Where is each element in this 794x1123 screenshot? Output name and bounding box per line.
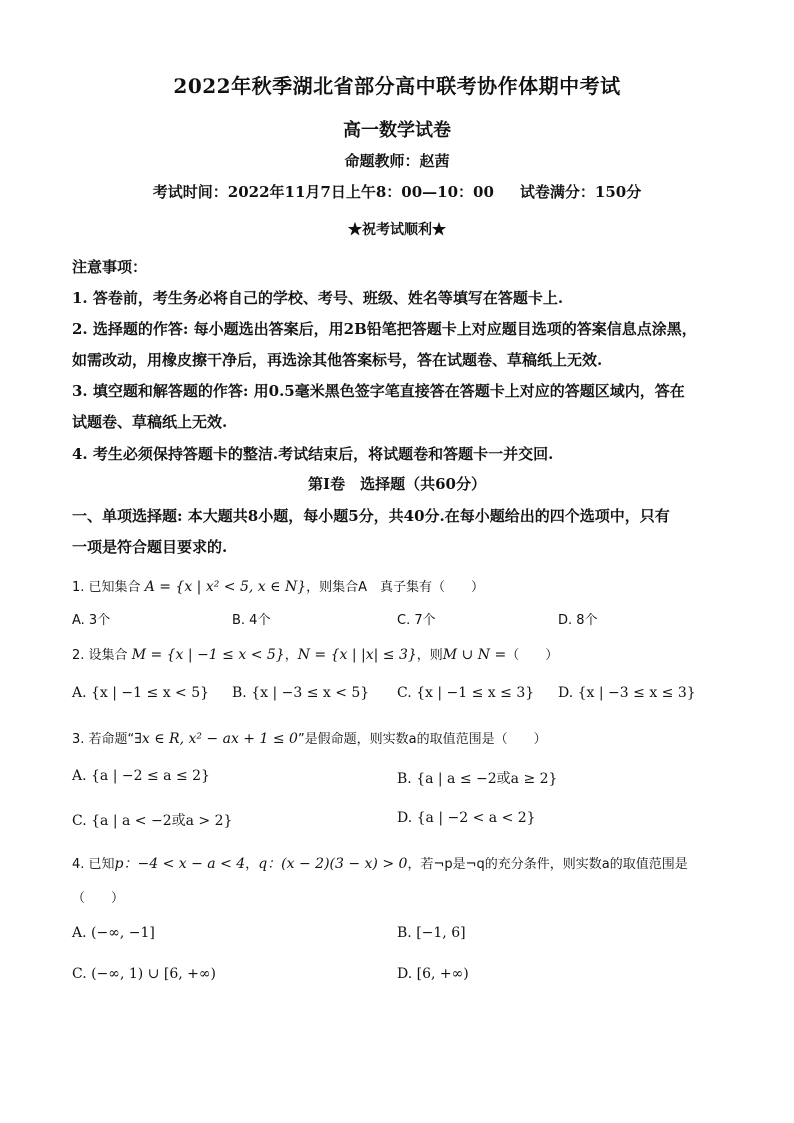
question-2-option-d: D. {x | −3 ≤ x ≤ 3} [558, 685, 696, 701]
question-2-option-c: C. {x | −1 ≤ x ≤ 3} [397, 685, 535, 701]
notice-item-3-cont: 试题卷、草稿纸上无效. [72, 413, 228, 431]
question-3-stem [72, 728, 732, 747]
notice-heading: 注意事项： [72, 258, 148, 276]
blessing-text: ★祝考试顺利★ [348, 222, 446, 238]
question-1-option-c: C. 7个 [397, 613, 436, 628]
notice-item-3: 3. 填空题和解答题的作答: 用0.5毫米黑色签字笔直接答在答题卡上对应的答题区域内，答在 [72, 382, 685, 400]
question-3-math: ∃x ∈ R, x² − ax + 1 ≤ 0 [134, 731, 298, 747]
question-4-math-p: p：−4 < x − a < 4 [114, 856, 246, 872]
question-3-suffix: ”是假命题，则实数a的取值范围是（ ） [297, 732, 547, 747]
exam-time: 考试时间：2022年11月7日上午8：00—10：00 [152, 183, 494, 201]
question-1-math: A = {x | x² < 5, x ∈ N} [144, 579, 307, 595]
question-1-option-d: D. 8个 [558, 613, 598, 628]
question-2-option-a: A. {x | −1 ≤ x < 5} [72, 685, 210, 701]
question-4-sep: ， [245, 857, 259, 872]
question-2-mid: ，则 [416, 648, 443, 663]
question-2-math-n: N = {x | |x| ≤ 3} [297, 647, 417, 663]
question-1-option-b: B. 4个 [232, 613, 271, 628]
question-3-option-a: A. {a | −2 ≤ a ≤ 2} [72, 768, 210, 784]
question-3-option-c: C. {a | a < −2或a > 2} [72, 813, 233, 829]
exam-score: 试卷满分：150分 [519, 183, 642, 201]
question-4-stem [72, 853, 732, 873]
question-4-suffix: ，若¬p是¬q的充分条件，则实数a的取值范围是 [407, 857, 688, 872]
question-4-option-a: A. (−∞, −1] [72, 925, 155, 941]
section-1-instructions: 一、单项选择题: 本大题共8小题，每小题5分，共40分.在每小题给出的四个选项中，只有 [72, 507, 670, 525]
question-1-option-a: A. 3个 [72, 613, 111, 628]
question-4-option-c: C. (−∞, 1) ∪ [6, +∞) [72, 966, 216, 982]
question-4-prefix: 4. 已知 [72, 857, 115, 872]
question-4-option-b: B. [−1, 6] [397, 925, 466, 941]
exam-author: 命题教师：赵茜 [344, 152, 450, 170]
part-1-heading: 第Ⅰ卷 选择题（共60分） [308, 475, 486, 493]
exam-subtitle: 高一数学试卷 [343, 120, 451, 141]
notice-item-1: 1. 答卷前，考生务必将自己的学校、考号、班级、姓名等填写在答题卡上. [72, 289, 564, 307]
question-4-math-q: q：(x − 2)(3 − x) > 0 [258, 856, 408, 872]
notice-item-4: 4. 考生必须保持答题卡的整洁.考试结束后，将试题卷和答题卡一并交回. [72, 445, 554, 463]
question-1-stem [72, 576, 732, 595]
question-2-math-m: M = {x | −1 ≤ x < 5} [131, 647, 285, 663]
question-2-prefix: 2. 设集合 [72, 648, 128, 663]
question-1-prefix: 1. 已知集合 [72, 580, 141, 595]
exam-title: 2022年秋季湖北省部分高中联考协作体期中考试 [173, 74, 621, 98]
notice-item-2-cont: 如需改动，用橡皮擦干净后，再选涂其他答案标号，答在试题卷、草稿纸上无效. [72, 351, 603, 369]
exam-time-info [0, 181, 794, 202]
notice-item-2: 2. 选择题的作答: 每小题选出答案后，用2B铅笔把答题卡上对应题目选项的答案信息点涂黑， [72, 320, 697, 338]
question-4-option-d: D. [6, +∞) [397, 966, 469, 982]
question-3-option-d: D. {a | −2 < a < 2} [397, 810, 536, 826]
question-2-sep: ， [284, 648, 298, 663]
section-1-instructions-cont: 一项是符合题目要求的. [72, 538, 228, 556]
question-1-suffix: ，则集合A 真子集有（ ） [306, 580, 485, 595]
question-3-prefix: 3. 若命题“ [72, 732, 135, 747]
question-2-stem [72, 644, 732, 663]
question-2-suffix: （ ） [506, 648, 559, 663]
question-2-option-b: B. {x | −3 ≤ x < 5} [232, 685, 370, 701]
question-2-math-union: M ∪ N = [442, 647, 507, 663]
question-4-answer-blank: （ ） [72, 891, 125, 906]
question-3-option-b: B. {a | a ≤ −2或a ≥ 2} [397, 771, 558, 787]
